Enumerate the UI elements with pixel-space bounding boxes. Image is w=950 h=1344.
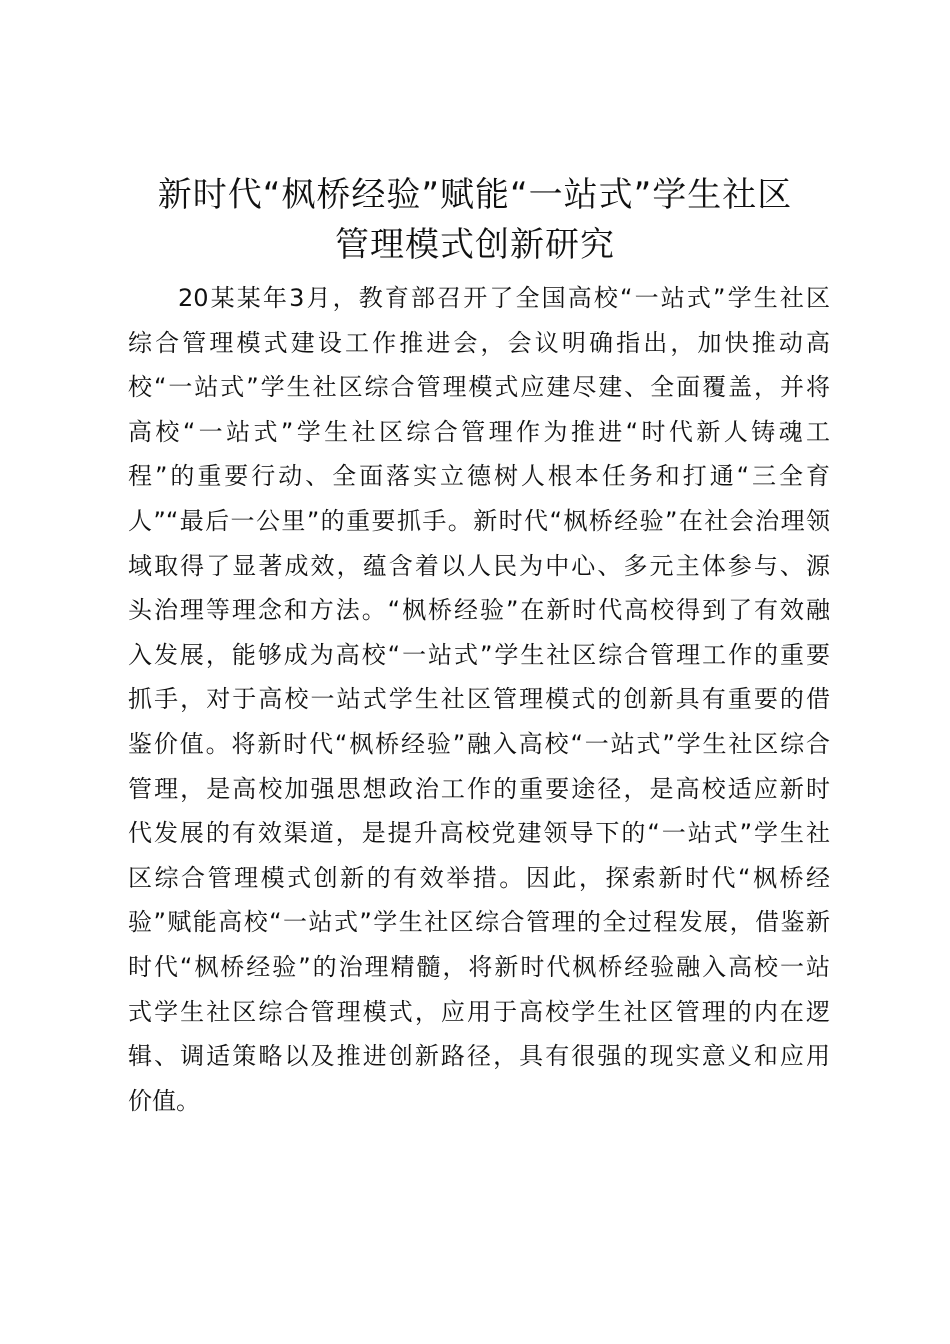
paragraph-line: 辑、调适策略以及推进创新路径，具有很强的现实意义和应用: [128, 1042, 830, 1071]
paragraph-line: 高校“一站式”学生社区综合管理作为推进“时代新人铸魂工: [128, 417, 830, 446]
paragraph-line: 代发展的有效渠道，是提升高校党建领导下的“一站式”学生社: [128, 819, 830, 848]
paragraph-line: 头治理等理念和方法。“枫桥经验”在新时代高校得到了有效融: [128, 596, 830, 625]
document-paragraph: [128, 276, 830, 1123]
paragraph-line: 20某某年3月，教育部召开了全国高校“一站式”学生社区: [178, 284, 830, 312]
paragraph-line: 价值。: [128, 1086, 200, 1115]
paragraph-line: 综合管理模式建设工作推进会，会议明确指出，加快推动高: [128, 328, 830, 357]
paragraph-line: 时代“枫桥经验”的治理精髓，将新时代枫桥经验融入高校一站: [128, 952, 830, 981]
paragraph-line: 区综合管理模式创新的有效举措。因此，探索新时代“枫桥经: [128, 863, 830, 892]
document-title-line-2: 管理模式创新研究: [335, 225, 615, 265]
paragraph-line: 入发展，能够成为高校“一站式”学生社区综合管理工作的重要: [128, 640, 830, 669]
paragraph-line: 式学生社区综合管理模式，应用于高校学生社区管理的内在逻: [128, 997, 830, 1026]
paragraph-line: 验”赋能高校“一站式”学生社区综合管理的全过程发展，借鉴新: [128, 908, 830, 937]
paragraph-line: 鉴价值。将新时代“枫桥经验”融入高校“一站式”学生社区综合: [128, 729, 830, 758]
document-title-line-1: 新时代“枫桥经验”赋能“一站式”学生社区: [157, 175, 793, 215]
paragraph-line: 域取得了显著成效，蕴含着以人民为中心、多元主体参与、源: [128, 551, 830, 580]
paragraph-line: 程”的重要行动、全面落实立德树人根本任务和打通“三全育: [128, 462, 830, 491]
paragraph-line: 抓手，对于高校一站式学生社区管理模式的创新具有重要的借: [128, 685, 830, 714]
paragraph-line: 管理，是高校加强思想政治工作的重要途径，是高校适应新时: [128, 774, 830, 803]
paragraph-line: 人”“最后一公里”的重要抓手。新时代“枫桥经验”在社会治理领: [128, 506, 830, 535]
paragraph-line: 校“一站式”学生社区综合管理模式应建尽建、全面覆盖，并将: [128, 373, 830, 402]
